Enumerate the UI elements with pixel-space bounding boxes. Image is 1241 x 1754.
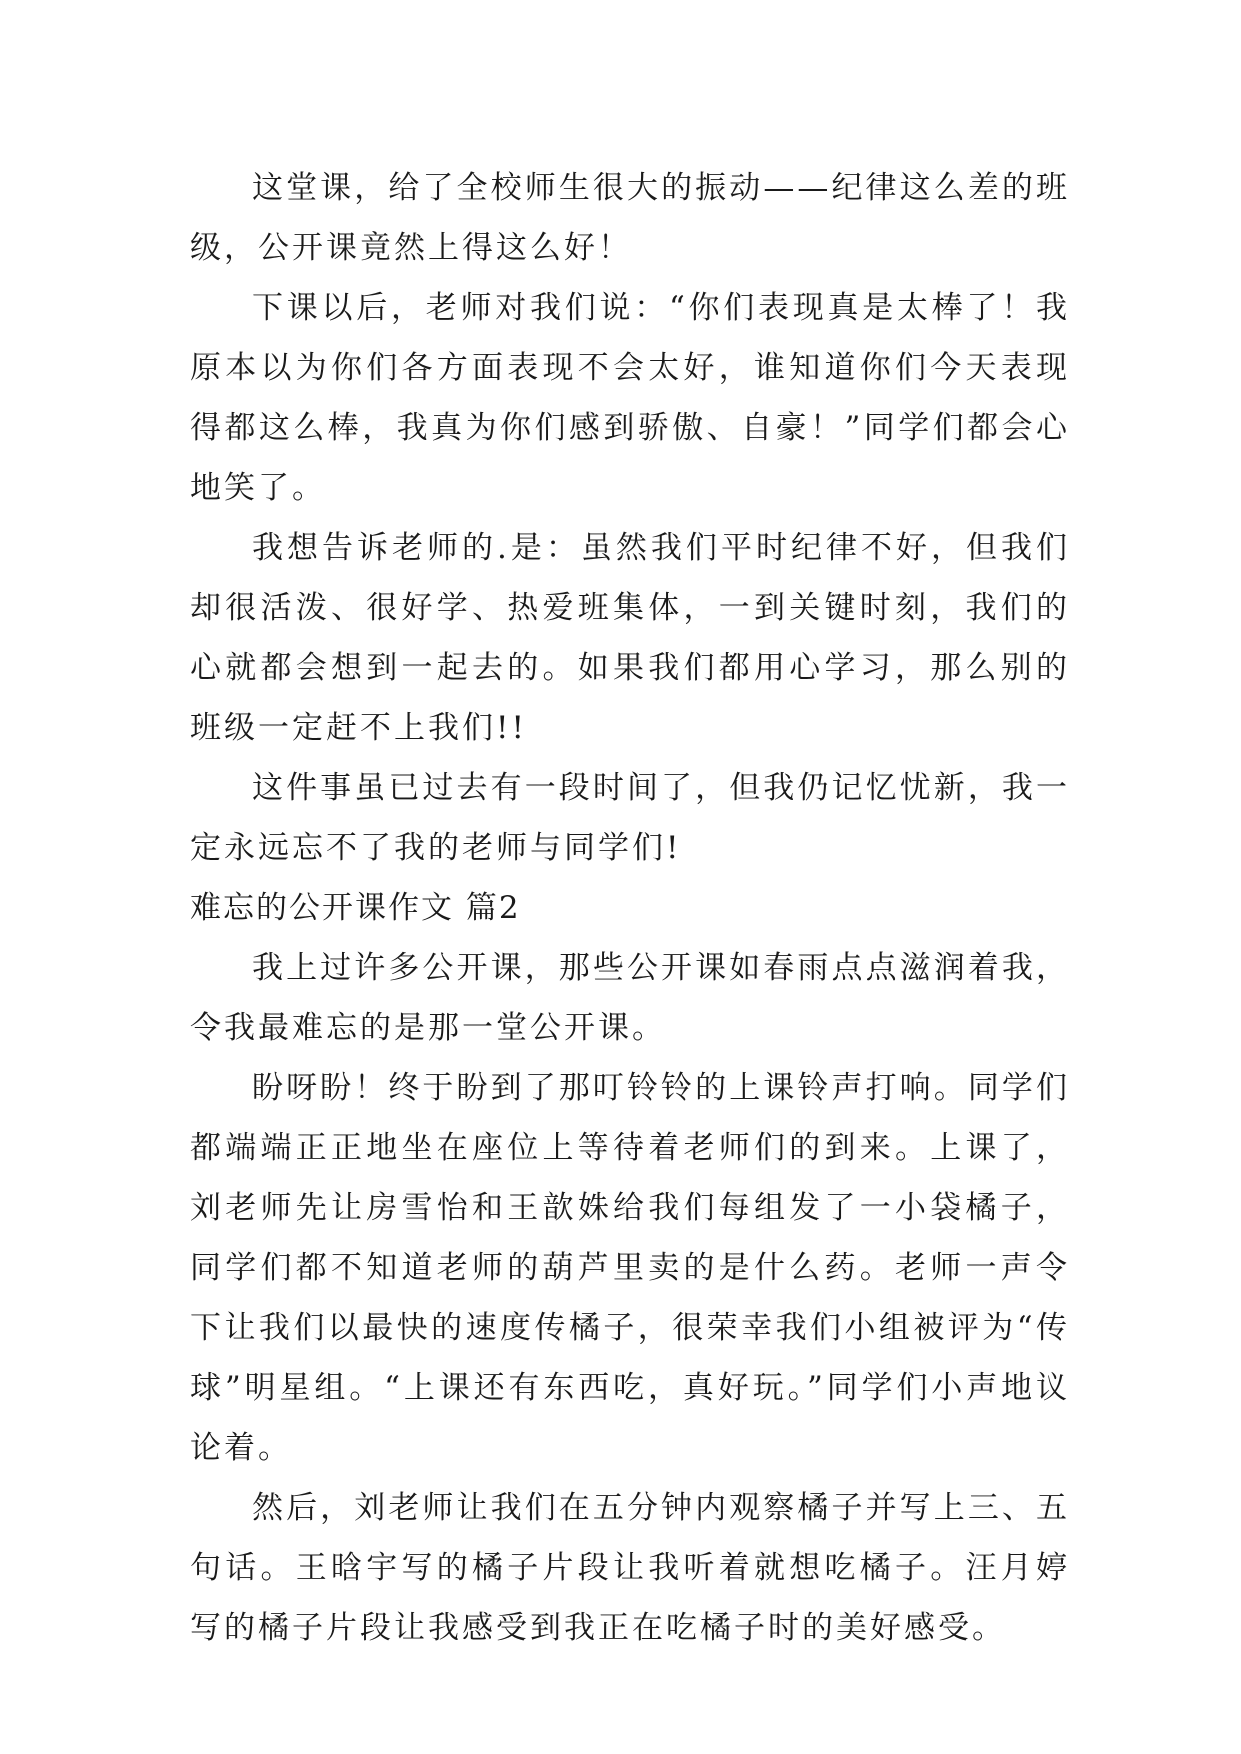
paragraph: 下课以后，老师对我们说：“你们表现真是太棒了！我原本以为你们各方面表现不会太好，谁知道你们今天表现得都这么棒，我真为你们感到骄傲、自豪！”同学们都会心地笑了。 <box>190 290 1070 506</box>
paragraph: 我上过许多公开课，那些公开课如春雨点点滋润着我，令我最难忘的是那一堂公开课。 <box>190 950 1070 1046</box>
paragraph: 然后，刘老师让我们在五分钟内观察橘子并写上三、五句话。王晗宇写的橘子片段让我听着就想吃橘子。汪月婷写的橘子片段让我感受到我正在吃橘子时的美好感受。 <box>190 1490 1070 1646</box>
paragraph: 这堂课，给了全校师生很大的振动——纪律这么差的班级，公开课竟然上得这么好！ <box>190 170 1070 266</box>
document-body <box>190 158 1070 1658</box>
paragraph: 我想告诉老师的.是：虽然我们平时纪律不好，但我们却很活泼、很好学、热爱班集体，一到关键时刻，我们的心就都会想到一起去的。如果我们都用心学习，那么别的班级一定赶不上我们!! <box>190 530 1070 746</box>
paragraph: 这件事虽已过去有一段时间了，但我仍记忆忧新，我一定永远忘不了我的老师与同学们! <box>190 770 1070 866</box>
paragraph: 盼呀盼！终于盼到了那叮铃铃的上课铃声打响。同学们都端端正正地坐在座位上等待着老师们的到来。上课了，刘老师先让房雪怡和王歆姝给我们每组发了一小袋橘子，同学们都不知道老师的葫芦里卖的是什么药。老师一声令下让我们以最快的速度传橘子，很荣幸我们小组被评为“传球”明星组。“上课还有东西吃，真好玩。”同学们小声地议论着。 <box>190 1070 1070 1466</box>
section-heading: 难忘的公开课作文 篇2 <box>190 890 521 926</box>
